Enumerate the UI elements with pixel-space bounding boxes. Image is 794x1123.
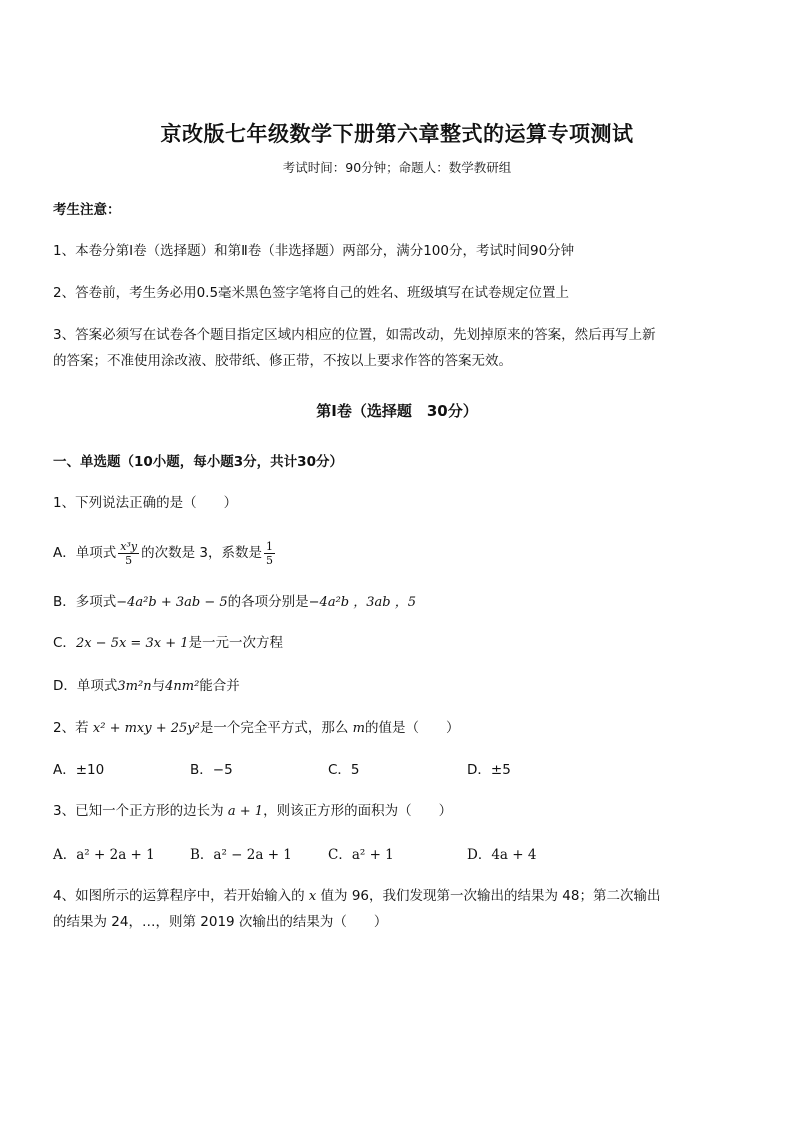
question-2-option-a: A．±10: [53, 762, 105, 778]
fraction-denominator: 5: [125, 553, 133, 567]
question-1-option-d: [53, 676, 240, 697]
question-1-option-b: [53, 592, 416, 613]
exam-info: 考试时间：90分钟；命题人：数学教研组: [282, 160, 512, 175]
fraction-numerator: x³y: [120, 539, 138, 553]
notice-item: 2、答卷前，考生务必用0.5毫米黑色签字笔将自己的姓名、班级填写在试卷规定位置上: [53, 285, 570, 301]
stem-text: 是一个完全平方式，那么: [199, 720, 349, 736]
question-3-option-b: B．a² − 2a + 1: [190, 847, 292, 863]
math-variable: m: [352, 721, 365, 736]
math-expression: a + 1: [227, 804, 264, 819]
fraction: [118, 540, 139, 567]
notice-heading: 考生注意：: [53, 202, 121, 218]
page-title: 京改版七年级数学下册第六章整式的运算专项测试: [160, 122, 634, 146]
math-expression: −4a²b ，3ab ，5: [308, 595, 416, 610]
stem-text: 2、若: [53, 720, 89, 736]
notice-item: 的答案；不准使用涂改液、胶带纸、修正带，不按以上要求作答的答案无效。: [53, 353, 512, 369]
section-title: 第Ⅰ卷（选择题 30分）: [316, 402, 478, 420]
question-3-stem: [53, 801, 452, 822]
option-text: C．: [53, 635, 76, 651]
math-expression: x² + mxy + 25y²: [92, 721, 200, 736]
math-expression: −4a²b + 3ab − 5: [116, 595, 228, 610]
question-4-stem-line-2: 的结果为 24，…，则第 2019 次输出的结果为（ ）: [53, 914, 388, 930]
stem-text: 值为 96，我们发现第一次输出的结果为 48；第二次输出: [320, 888, 661, 904]
option-text: 的次数是 3，系数是: [141, 545, 262, 561]
fraction-numerator: 1: [265, 539, 273, 553]
option-text: 与: [151, 678, 166, 694]
fraction: [264, 540, 275, 567]
stem-text: ，则该正方形的面积为（ ）: [263, 803, 453, 819]
question-2-stem: [53, 718, 459, 739]
stem-text: 4、如图所示的运算程序中，若开始输入的: [53, 888, 305, 904]
option-text: 是一元一次方程: [188, 635, 283, 651]
math-expression: 3m²n: [117, 679, 152, 694]
stem-text: 3、已知一个正方形的边长为: [53, 803, 224, 819]
stem-text: 的值是（ ）: [364, 720, 460, 736]
math-variable: x: [308, 889, 317, 904]
question-4-stem-line-1: [53, 886, 660, 907]
question-1-option-c: [53, 633, 283, 654]
question-3-option-c: C．a² + 1: [328, 847, 394, 863]
question-3-option-d: D．4a + 4: [467, 847, 537, 863]
question-2-option-b: B．−5: [190, 762, 233, 778]
fraction-denominator: 5: [265, 553, 273, 567]
option-text: A．单项式: [53, 545, 117, 561]
notice-item: 3、答案必须写在试卷各个题目指定区域内相应的位置，如需改动，先划掉原来的答案，然后再写上新: [53, 327, 656, 343]
option-text: 的各项分别是: [227, 594, 309, 610]
option-text: D．单项式: [53, 678, 118, 694]
option-text: B．多项式: [53, 594, 117, 610]
question-1-stem: 1、下列说法正确的是（ ）: [53, 495, 238, 511]
question-1-option-a: [53, 538, 277, 568]
question-2-option-c: C．5: [328, 762, 360, 778]
part-title: 一、单选题（10小题，每小题3分，共计30分）: [53, 454, 343, 470]
math-expression: 2x − 5x = 3x + 1: [75, 636, 189, 651]
question-3-option-a: A．a² + 2a + 1: [53, 847, 155, 863]
notice-item: 1、本卷分第Ⅰ卷（选择题）和第Ⅱ卷（非选择题）两部分，满分100分，考试时间90分钟: [53, 243, 575, 259]
question-2-option-d: D．±5: [467, 762, 511, 778]
option-text: 能合并: [199, 678, 240, 694]
math-expression: 4nm²: [165, 679, 200, 694]
